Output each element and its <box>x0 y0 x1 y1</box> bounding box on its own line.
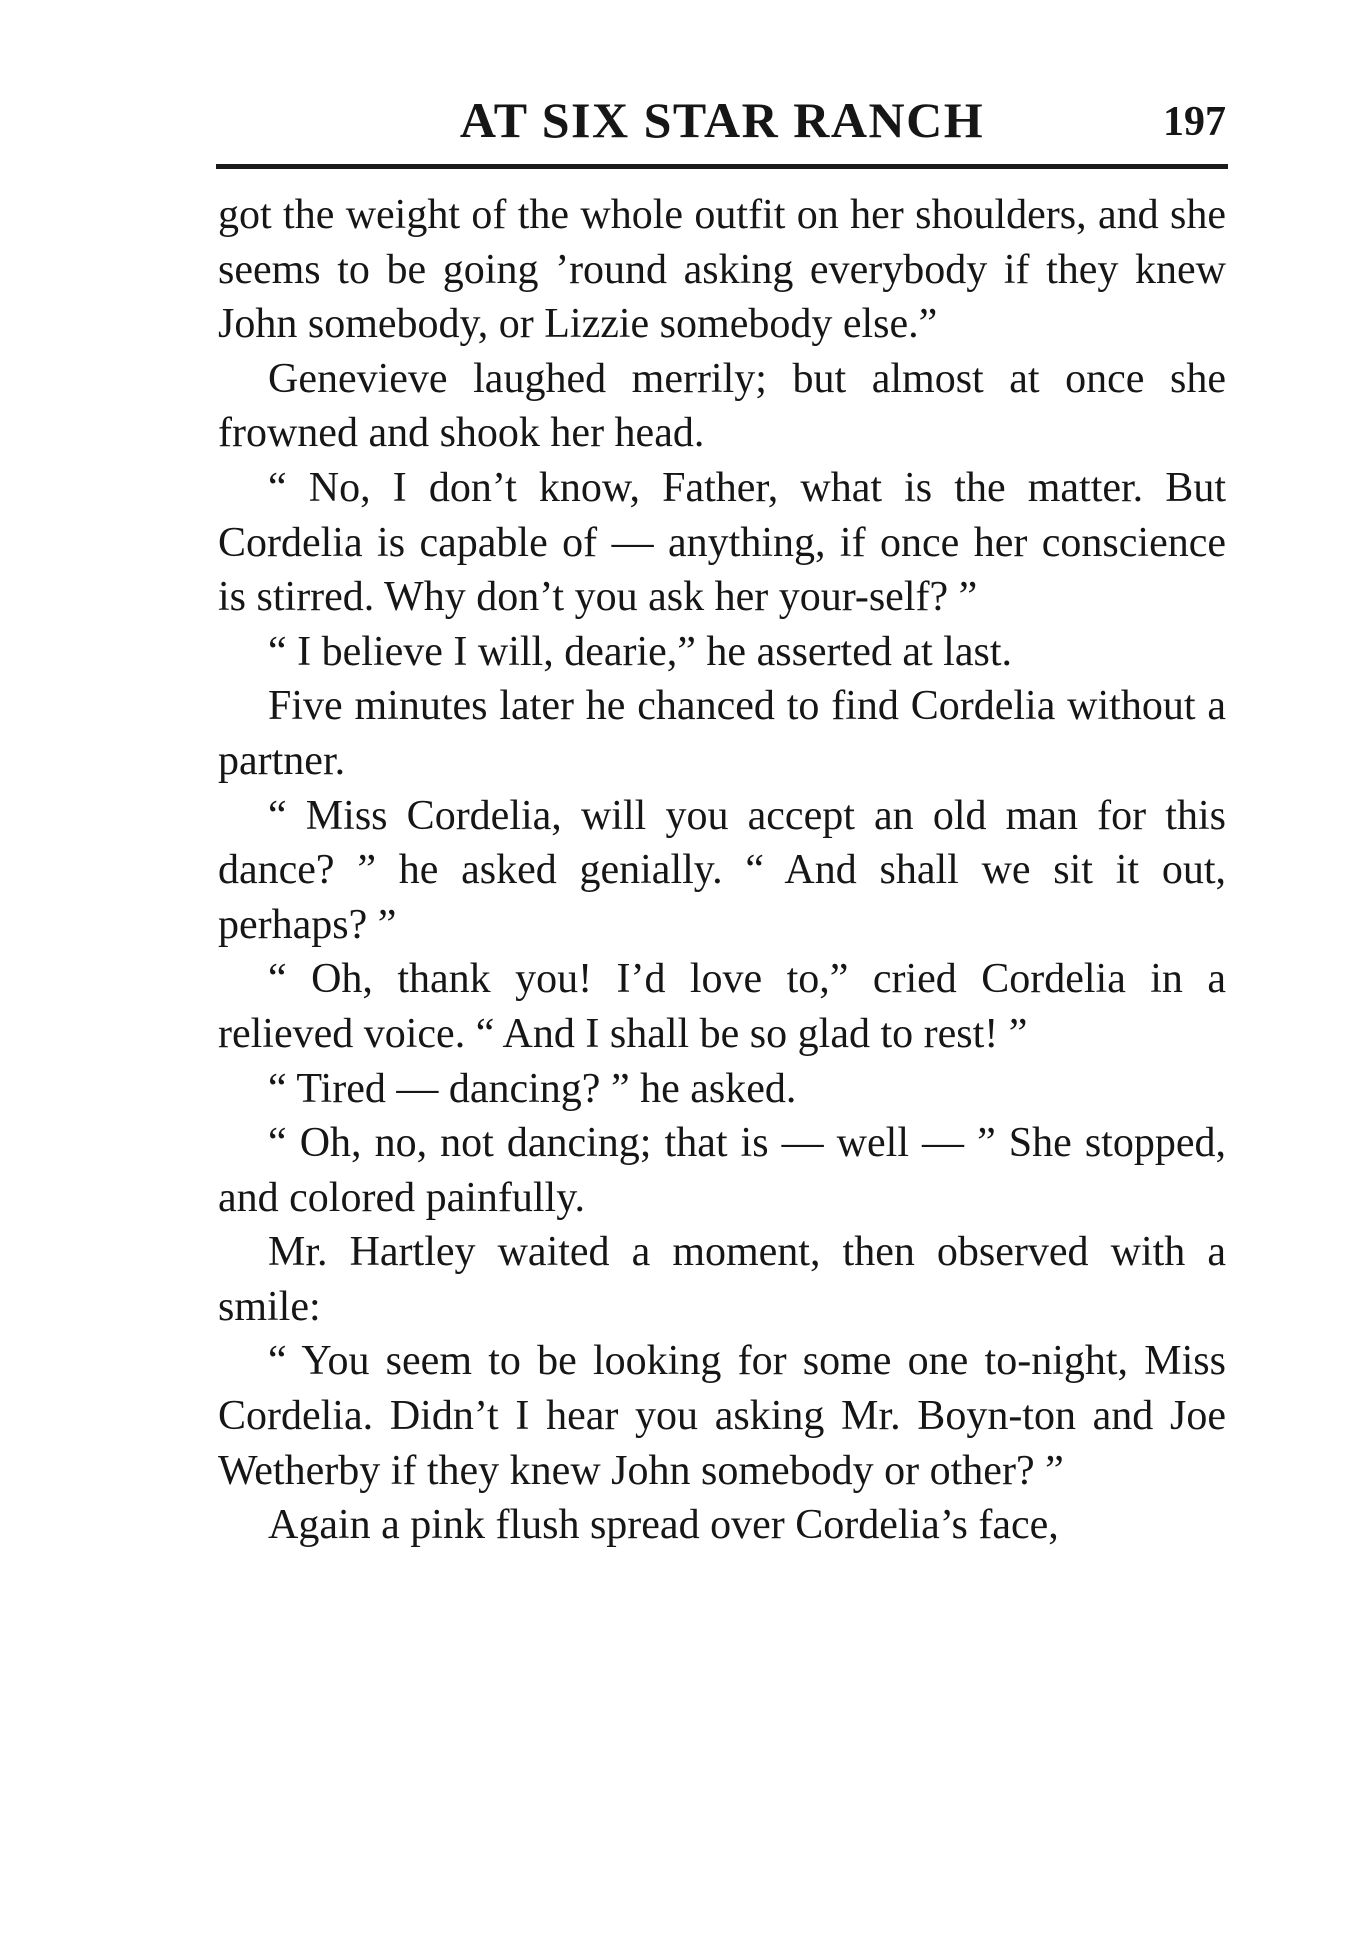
running-title: AT SIX STAR RANCH <box>459 92 985 148</box>
paragraph: “ Oh, no, not dancing; that is — well — ” She stopped, and colored painfully. <box>218 1120 1226 1221</box>
paragraph: Five minutes later he chanced to find Cordelia without a partner. <box>218 683 1226 784</box>
paragraph: Genevieve laughed merrily; but almost at once she frowned and shook her head. <box>218 355 1226 457</box>
paragraph: “ You seem to be looking for some one to-night, Miss Cordelia. Didn’t I hear you asking Mr. Boyn-ton and Joe Wetherby if they knew John somebody or other? ” <box>218 1338 1226 1494</box>
paragraph: “ Miss Cordelia, will you accept an old man for this dance? ” he asked genially. “ And shall we sit it out, perhaps? ” <box>218 792 1226 948</box>
paragraph: Again a pink flush spread over Cordelia’s face, <box>268 1502 1059 1549</box>
header-rule <box>216 164 1228 169</box>
paragraph: “ Oh, thank you! I’d love to,” cried Cordelia in a relieved voice. “ And I shall be so glad to rest! ” <box>218 956 1226 1057</box>
running-head <box>218 90 1226 160</box>
paragraph: “ Tired — dancing? ” he asked. <box>268 1065 797 1112</box>
body-text <box>218 188 1226 1553</box>
page-number: 197 <box>1163 99 1226 145</box>
paragraph: got the weight of the whole outfit on her shoulders, and she seems to be going ’round asking everybody if they knew John somebody, or Lizzie somebody else.” <box>218 192 1226 348</box>
paragraph: Mr. Hartley waited a moment, then observed with a smile: <box>218 1229 1226 1330</box>
paragraph: “ I believe I will, dearie,” he asserted at last. <box>268 628 1012 675</box>
paragraph: “ No, I don’t know, Father, what is the matter. But Cordelia is capable of — anything, if once her conscience is stirred. Why don’t you ask her your-self? ” <box>218 464 1226 621</box>
